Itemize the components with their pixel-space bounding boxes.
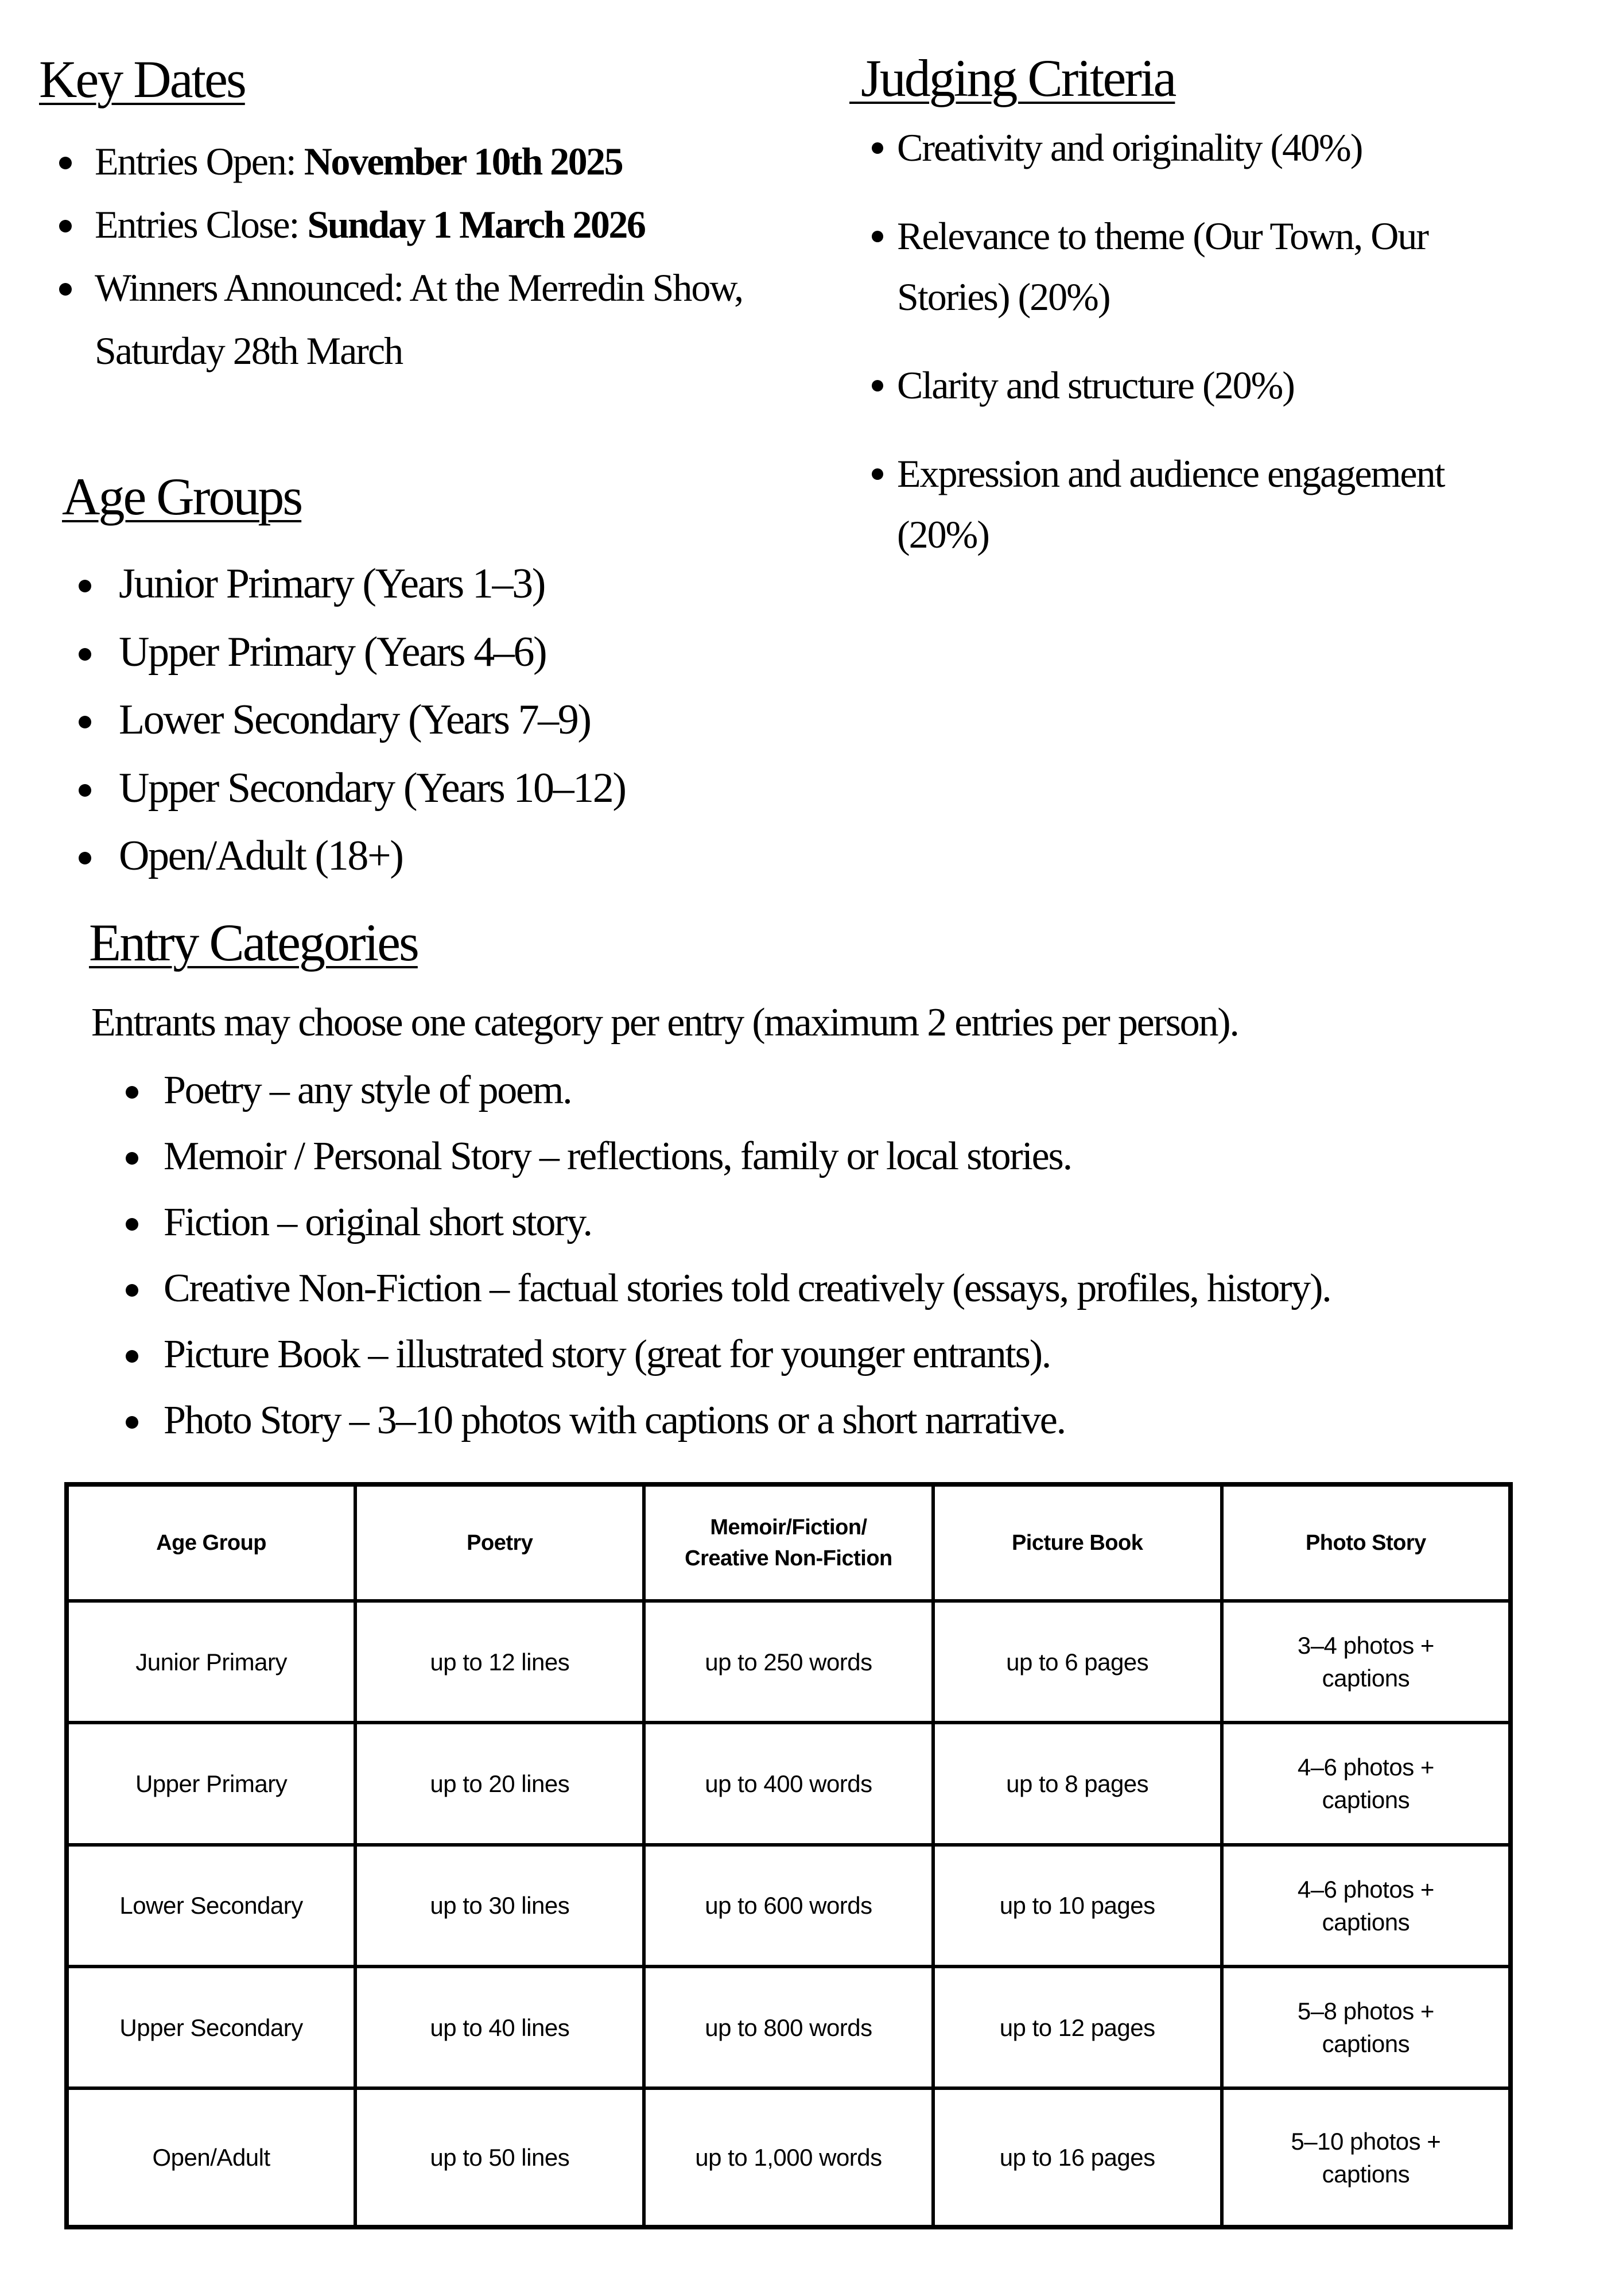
age-group-item	[119, 550, 626, 618]
category-text: Photo Story – 3–10 photos with captions or a short narrative.	[164, 1398, 1065, 1442]
cell-text: captions	[1322, 2030, 1410, 2058]
table-row	[67, 1967, 1511, 2088]
key-date-label: Entries Open:	[95, 139, 304, 183]
bullet-icon	[59, 157, 72, 169]
bullet-icon	[126, 1284, 138, 1297]
table-row	[67, 1845, 1511, 1967]
category-item-picture-book	[164, 1321, 1330, 1387]
category-text: Poetry – any style of poem.	[164, 1068, 572, 1112]
bullet-icon	[59, 220, 72, 232]
cell-text: captions	[1322, 2160, 1410, 2188]
header-text: Creative Non-Fiction	[685, 1546, 892, 1570]
cell-photo-story	[1222, 1967, 1511, 2088]
header-text: Photo Story	[1305, 1531, 1426, 1555]
cell-prose: up to 250 words	[644, 1601, 933, 1723]
judging-criteria-section	[849, 49, 1595, 556]
cell-age-group: Open/Adult	[67, 2088, 355, 2227]
category-item-poetry	[164, 1057, 1330, 1123]
category-text: Memoir / Personal Story – reflections, family or local stories.	[164, 1134, 1071, 1178]
bullet-icon	[79, 852, 91, 864]
key-dates-heading: Key Dates	[39, 50, 245, 108]
bullet-icon	[872, 231, 883, 242]
cell-poetry: up to 20 lines	[355, 1723, 644, 1844]
header-photo-story	[1222, 1484, 1511, 1601]
cell-text: 4–6 photos +	[1297, 1754, 1434, 1781]
header-memoir-fiction-cnf	[644, 1484, 933, 1601]
key-date-label: Entries Close:	[95, 203, 308, 246]
criterion-text: Relevance to theme (Our Town, Our Stories) (20%)	[897, 214, 1428, 319]
header-text: Memoir/Fiction/	[710, 1515, 867, 1539]
cell-age-group: Upper Secondary	[67, 1967, 355, 2088]
criterion-item	[897, 443, 1528, 565]
category-text: Fiction – original short story.	[164, 1200, 592, 1244]
criterion-item	[897, 355, 1528, 416]
key-date-value: November 10th 2025	[304, 139, 623, 183]
header-text: Poetry	[467, 1531, 533, 1555]
cell-picture-book: up to 8 pages	[933, 1723, 1222, 1844]
header-poetry	[355, 1484, 644, 1601]
category-item-creative-non-fiction	[164, 1255, 1330, 1321]
key-date-label: Winners Announced: At the Merredin Show, Saturday 28th March	[95, 266, 743, 373]
judging-criteria-heading: Judging Criteria	[849, 49, 1175, 107]
criterion-text: Clarity and structure (20%)	[897, 363, 1294, 407]
cell-prose: up to 400 words	[644, 1723, 933, 1844]
bullet-icon	[126, 1350, 138, 1363]
header-text: Age Group	[156, 1531, 266, 1555]
cell-text: 5–10 photos +	[1291, 2127, 1441, 2155]
key-date-item-entries-open	[95, 130, 783, 193]
cell-photo-story	[1222, 2088, 1511, 2227]
cell-text: captions	[1322, 1786, 1410, 1814]
cell-poetry: up to 50 lines	[355, 2088, 644, 2227]
age-group-item	[119, 686, 626, 754]
cell-photo-story	[1222, 1723, 1511, 1844]
cell-poetry: up to 12 lines	[355, 1601, 644, 1723]
table-row	[67, 1601, 1511, 1723]
bullet-icon	[872, 468, 883, 480]
cell-age-group: Upper Primary	[67, 1723, 355, 1844]
age-group-text: Upper Primary (Years 4–6)	[119, 628, 546, 676]
bullet-icon	[79, 648, 91, 661]
criterion-text: Expression and audience engagement (20%)	[897, 452, 1445, 556]
cell-age-group: Junior Primary	[67, 1601, 355, 1723]
cell-text: captions	[1322, 1665, 1410, 1692]
bullet-icon	[79, 716, 91, 728]
key-date-item-winners-announced	[95, 256, 783, 382]
age-group-text: Junior Primary (Years 1–3)	[119, 560, 545, 607]
cell-text: 4–6 photos +	[1297, 1875, 1434, 1903]
criterion-item	[897, 205, 1528, 327]
age-group-item	[119, 754, 626, 823]
cell-text: captions	[1322, 1908, 1410, 1936]
key-dates-list	[95, 130, 783, 382]
cell-text: 3–4 photos +	[1297, 1632, 1434, 1659]
entry-categories-list	[164, 1057, 1330, 1453]
key-dates-section	[39, 50, 797, 373]
cell-text: 5–8 photos +	[1297, 1998, 1434, 2025]
entry-categories-section	[89, 913, 1552, 1442]
bullet-icon	[126, 1086, 138, 1099]
criterion-item	[897, 117, 1528, 178]
table-header-row	[67, 1484, 1511, 1601]
age-groups-list	[119, 550, 626, 890]
cell-picture-book: up to 16 pages	[933, 2088, 1222, 2227]
age-group-text: Lower Secondary (Years 7–9)	[119, 696, 591, 743]
judging-criteria-list	[897, 117, 1528, 592]
header-age-group	[67, 1484, 355, 1601]
cell-photo-story	[1222, 1845, 1511, 1967]
bullet-icon	[79, 580, 91, 592]
age-groups-heading: Age Groups	[62, 467, 302, 526]
bullet-icon	[872, 380, 883, 391]
cell-prose: up to 1,000 words	[644, 2088, 933, 2227]
bullet-icon	[872, 142, 883, 154]
entry-categories-heading: Entry Categories	[89, 913, 418, 972]
category-item-fiction	[164, 1189, 1330, 1255]
entry-categories-intro: Entrants may choose one category per entry (maximum 2 entries per person).	[91, 1000, 1238, 1045]
entry-limits-table	[64, 1482, 1513, 2229]
cell-age-group: Lower Secondary	[67, 1845, 355, 1967]
key-date-item-entries-close	[95, 193, 783, 256]
age-group-item	[119, 822, 626, 890]
bullet-icon	[59, 283, 72, 296]
age-group-text: Open/Adult (18+)	[119, 832, 403, 879]
cell-prose: up to 800 words	[644, 1967, 933, 2088]
cell-picture-book: up to 6 pages	[933, 1601, 1222, 1723]
age-groups-section	[62, 467, 808, 879]
header-picture-book	[933, 1484, 1222, 1601]
category-text: Picture Book – illustrated story (great for younger entrants).	[164, 1332, 1051, 1376]
category-item-photo-story	[164, 1387, 1330, 1453]
bullet-icon	[126, 1218, 138, 1231]
header-text: Picture Book	[1011, 1531, 1143, 1555]
cell-prose: up to 600 words	[644, 1845, 933, 1967]
category-item-memoir	[164, 1123, 1330, 1189]
cell-poetry: up to 30 lines	[355, 1845, 644, 1967]
age-group-item	[119, 618, 626, 687]
bullet-icon	[126, 1152, 138, 1165]
cell-photo-story	[1222, 1601, 1511, 1723]
criterion-text: Creativity and originality (40%)	[897, 126, 1362, 169]
cell-picture-book: up to 12 pages	[933, 1967, 1222, 2088]
table-row	[67, 1723, 1511, 1844]
bullet-icon	[126, 1416, 138, 1429]
table-row	[67, 2088, 1511, 2227]
bullet-icon	[79, 784, 91, 797]
cell-picture-book: up to 10 pages	[933, 1845, 1222, 1967]
age-group-text: Upper Secondary (Years 10–12)	[119, 764, 626, 812]
key-date-value: Sunday 1 March 2026	[307, 203, 645, 246]
category-text: Creative Non-Fiction – factual stories told creatively (essays, profiles, history).	[164, 1266, 1331, 1310]
cell-poetry: up to 40 lines	[355, 1967, 644, 2088]
